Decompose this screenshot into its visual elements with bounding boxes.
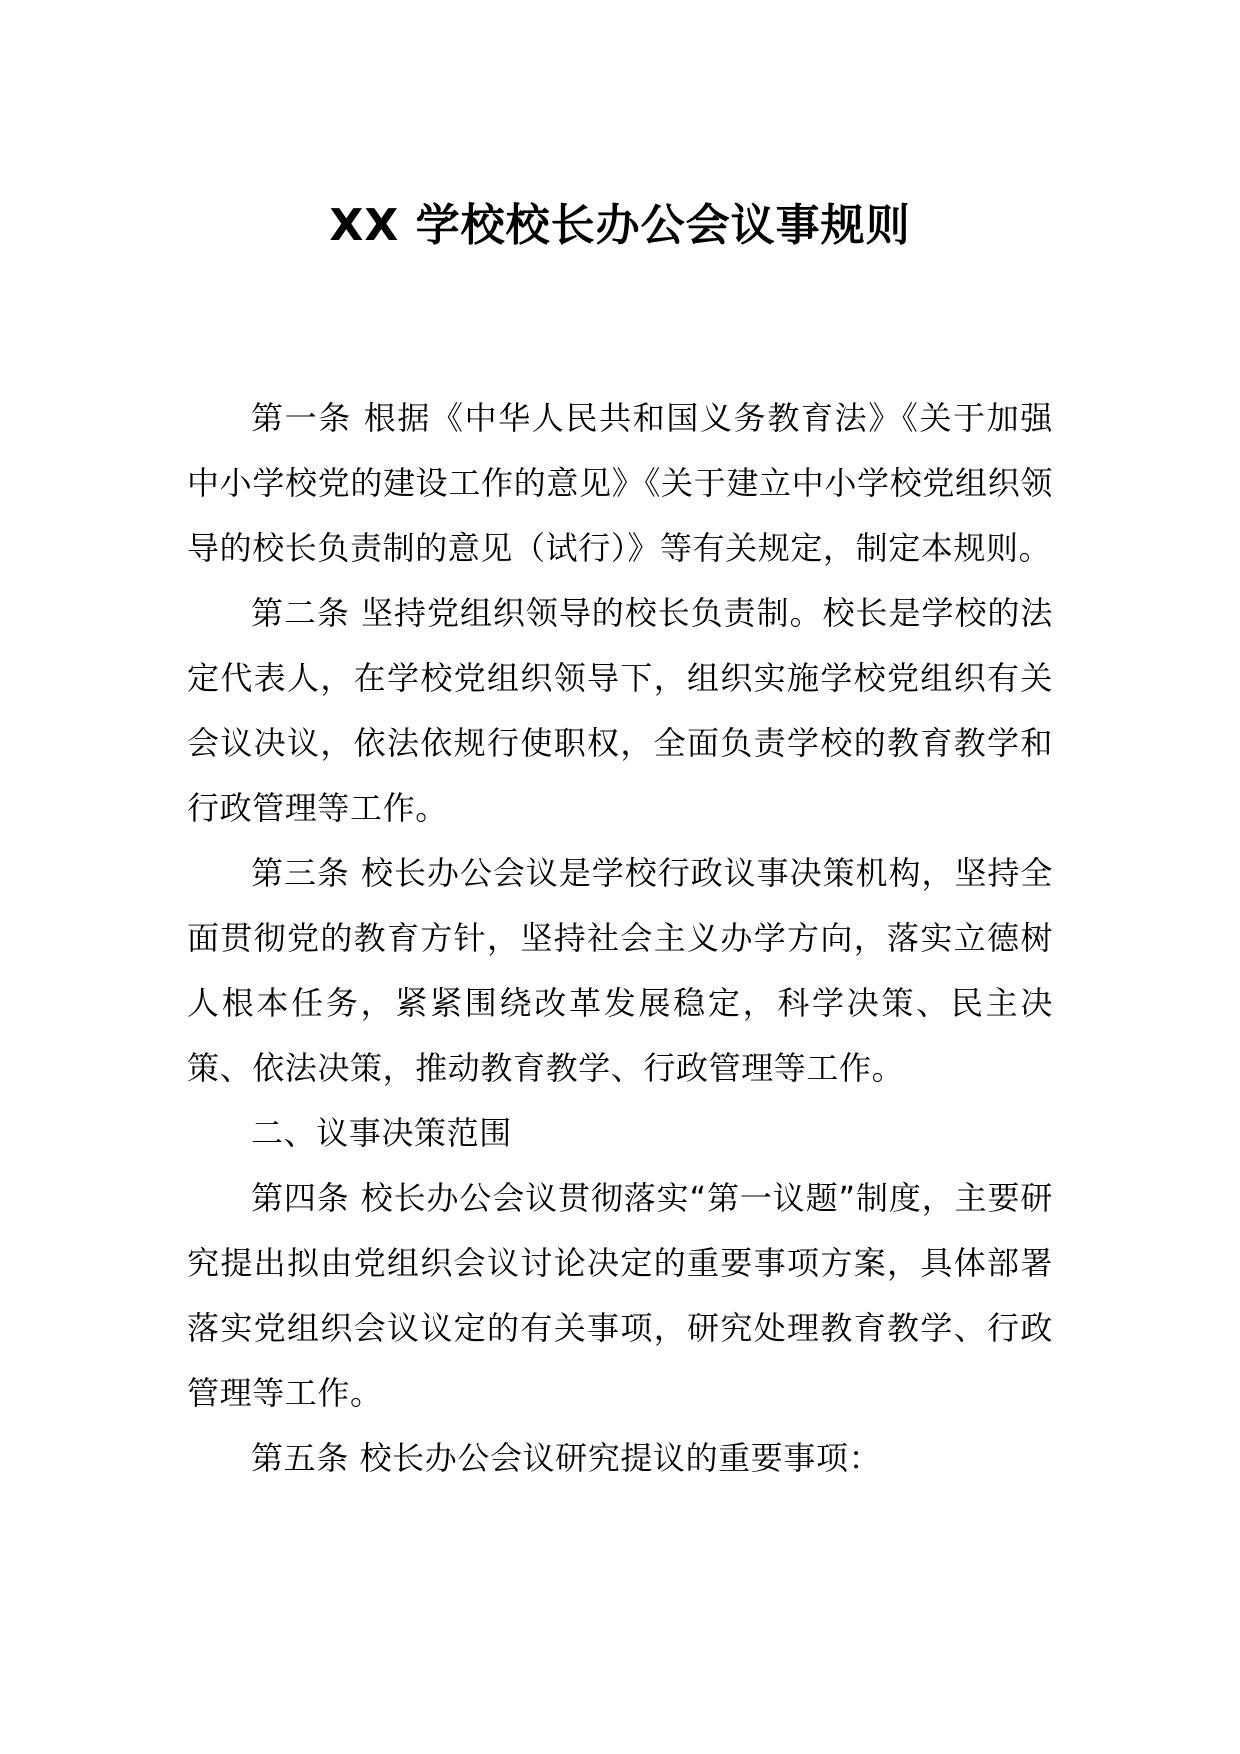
article-3-paragraph: 第三条 校长办公会议是学校行政议事决策机构，坚持全面贯彻党的教育方针，坚持社会主义办学方向，落实立德树人根本任务，紧紧围绕改革发展稳定，科学决策、民主决策、依法决策，推动教育教学、行政管理等工作。 — [187, 854, 1053, 1087]
section-heading: 二、议事决策范围 — [251, 1114, 512, 1152]
article-2-paragraph: 第二条 坚持党组织领导的校长负责制。校长是学校的法定代表人，在学校党组织领导下，组织实施学校党组织有关会议决议，依法依规行使职权，全面负责学校的教育教学和行政管理等工作。 — [187, 594, 1053, 827]
document-body — [187, 386, 1053, 1491]
article-1-paragraph: 第一条 根据《中华人民共和国义务教育法》《关于加强中小学校党的建设工作的意见》《关于建立中小学校党组织领导的校长负责制的意见（试行）》等有关规定，制定本规则。 — [187, 399, 1053, 567]
document-title: XX 学校校长办公会议事规则 — [329, 200, 911, 251]
article-4-paragraph: 第四条 校长办公会议贯彻落实“第一议题”制度，主要研究提出拟由党组织会议讨论决定的重要事项方案，具体部署落实党组织会议议定的有关事项，研究处理教育教学、行政管理等工作。 — [187, 1179, 1053, 1412]
article-5-paragraph: 第五条 校长办公会议研究提议的重要事项： — [251, 1439, 882, 1477]
